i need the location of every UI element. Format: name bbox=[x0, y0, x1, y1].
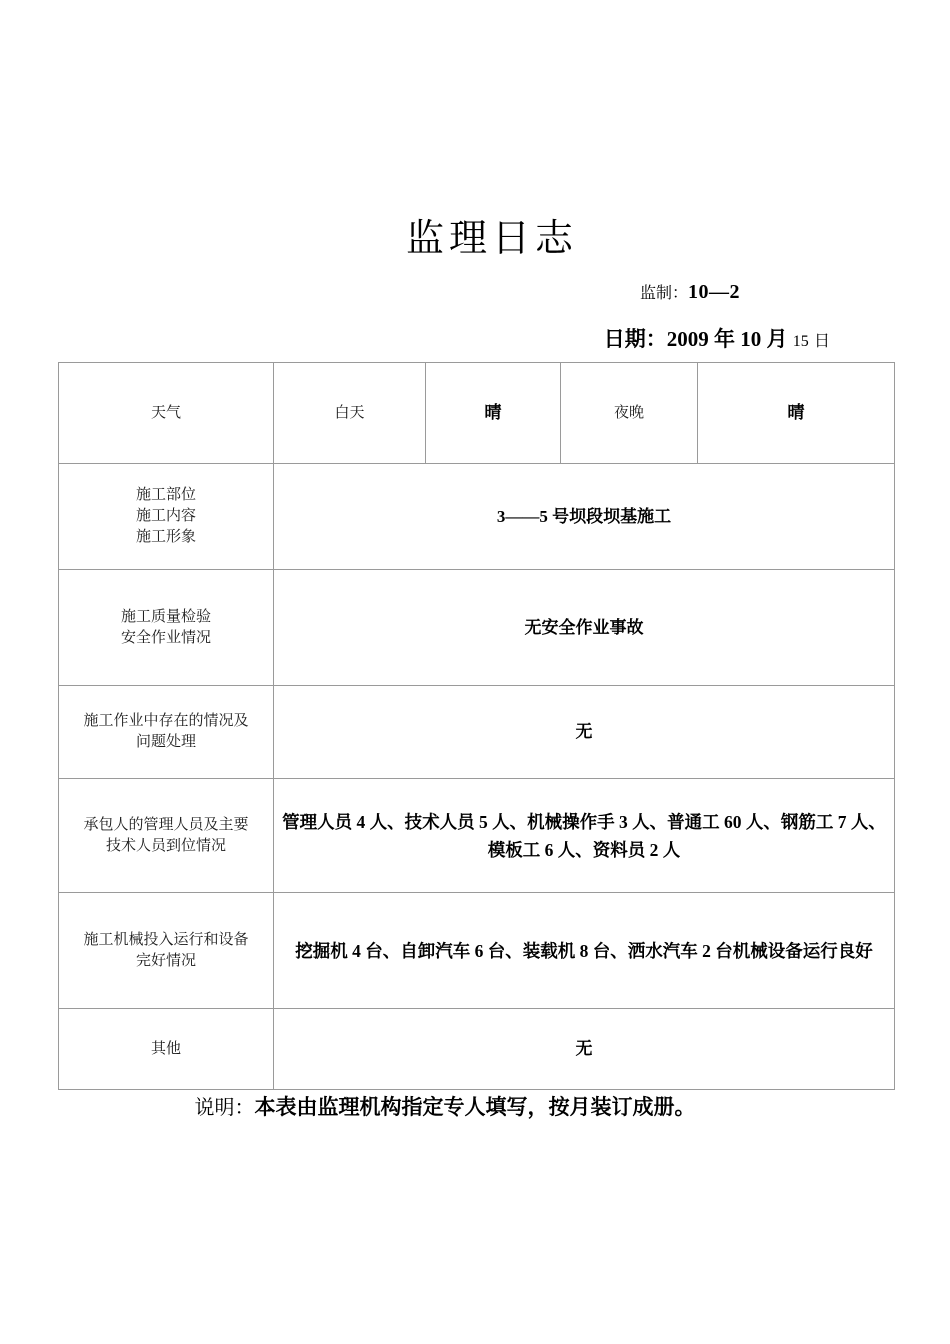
footer-note-text: 本表由监理机构指定专人填写，按月装订成册。 bbox=[254, 1095, 696, 1119]
supervision-code-line bbox=[0, 279, 740, 307]
machinery-value: 挖掘机 4 台、自卸汽车 6 台、装载机 8 台、洒水汽车 2 台机械设备运行良好 bbox=[274, 893, 895, 1009]
construction-part-value: 3——5 号坝段坝基施工 bbox=[274, 464, 895, 570]
construction-part-label bbox=[59, 464, 274, 570]
label-line: 安全作业情况 bbox=[120, 629, 211, 646]
date-month-unit: 月 bbox=[766, 327, 788, 351]
label-line: 施工作业中存在的情况及 bbox=[83, 713, 249, 729]
label-line: 问题处理 bbox=[135, 734, 196, 750]
issues-label bbox=[59, 686, 274, 779]
date-line bbox=[0, 326, 830, 355]
label-line: 施工内容 bbox=[135, 508, 196, 524]
machinery-label bbox=[59, 893, 274, 1009]
issues-value: 无 bbox=[274, 686, 895, 779]
label-line: 施工形象 bbox=[135, 529, 196, 545]
date-month: 10 bbox=[740, 327, 762, 351]
table-row-construction-part bbox=[59, 464, 895, 570]
weather-label: 天气 bbox=[59, 363, 274, 464]
label-line: 技术人员到位情况 bbox=[105, 837, 226, 854]
table-row-other bbox=[59, 1009, 895, 1090]
other-value: 无 bbox=[274, 1009, 895, 1090]
date-label: 日期： bbox=[603, 327, 667, 351]
weather-day-value: 晴 bbox=[426, 363, 561, 464]
label-line: 施工质量检验 bbox=[120, 608, 211, 625]
date-day: 15 bbox=[792, 333, 809, 350]
personnel-value: 管理人员 4 人、技术人员 5 人、机械操作手 3 人、普通工 60 人、钢筋工 7 人、模板工 6 人、资料员 2 人 bbox=[274, 779, 895, 893]
label-line: 完好情况 bbox=[135, 952, 196, 969]
personnel-label bbox=[59, 779, 274, 893]
date-year: 2009 bbox=[666, 327, 709, 351]
date-day-unit: 日 bbox=[813, 333, 830, 350]
table-row-weather bbox=[59, 363, 895, 464]
weather-night-label: 夜晚 bbox=[561, 363, 698, 464]
footer-note-prefix: 说明： bbox=[194, 1097, 255, 1119]
quality-safety-value: 无安全作业事故 bbox=[274, 570, 895, 686]
supervision-value: 10—2 bbox=[688, 281, 740, 303]
supervision-log-table bbox=[58, 362, 895, 1090]
table-row-quality-safety bbox=[59, 570, 895, 686]
table-row-issues bbox=[59, 686, 895, 779]
weather-night-value: 晴 bbox=[698, 363, 895, 464]
label-line: 施工机械投入运行和设备 bbox=[83, 931, 249, 948]
supervision-label: 监制： bbox=[639, 285, 688, 302]
table-row-machinery bbox=[59, 893, 895, 1009]
table-row-personnel bbox=[59, 779, 895, 893]
weather-day-label: 白天 bbox=[274, 363, 426, 464]
page-title: 监理日志 bbox=[405, 218, 578, 260]
quality-safety-label bbox=[59, 570, 274, 686]
other-label: 其他 bbox=[59, 1009, 274, 1090]
date-year-unit: 年 bbox=[713, 327, 735, 351]
label-line: 施工部位 bbox=[135, 487, 196, 503]
label-line: 承包人的管理人员及主要 bbox=[83, 816, 249, 833]
footer-note bbox=[0, 1092, 950, 1123]
